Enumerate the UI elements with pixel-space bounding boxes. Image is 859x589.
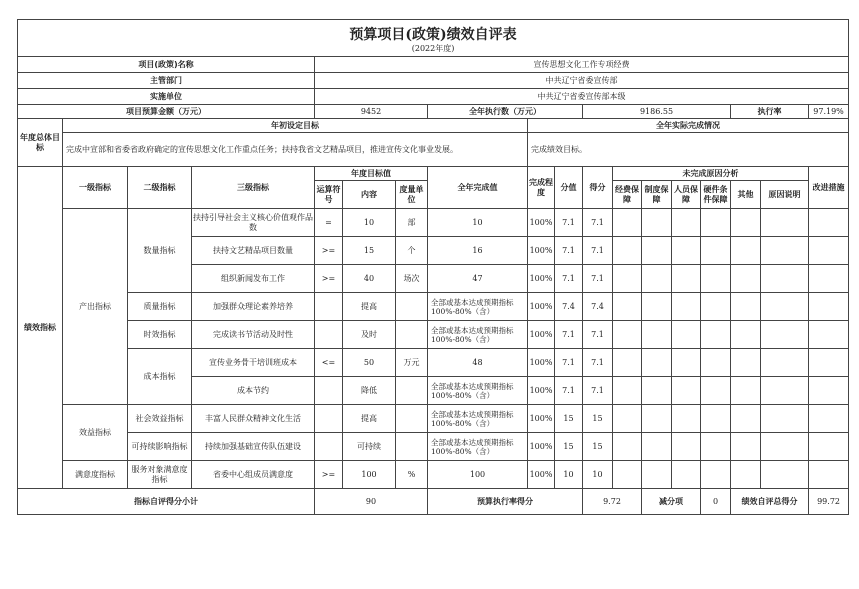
empty-cell — [613, 433, 642, 461]
score-value-cell: 7.1 — [555, 321, 583, 349]
level1-satisfaction: 满意度指标 — [63, 461, 128, 489]
empty-cell — [672, 209, 701, 237]
actual-cell: 47 — [428, 265, 528, 293]
annual-goal-label: 年度总体目标 — [18, 119, 63, 167]
empty-cell — [642, 209, 672, 237]
empty-cell — [731, 209, 761, 237]
header-op: 运算符号 — [315, 181, 343, 209]
empty-cell — [761, 349, 809, 377]
empty-cell — [701, 293, 731, 321]
empty-cell — [731, 405, 761, 433]
empty-cell — [761, 433, 809, 461]
empty-cell — [809, 377, 849, 405]
level3-cell: 组织新闻发布工作 — [192, 265, 315, 293]
empty-cell — [613, 349, 642, 377]
op-cell — [315, 293, 343, 321]
subtotal-value: 90 — [315, 489, 428, 515]
exec-score-label: 预算执行率得分 — [428, 489, 583, 515]
degree-cell: 100% — [528, 405, 555, 433]
empty-cell — [761, 237, 809, 265]
header-improve: 改进措施 — [809, 167, 849, 209]
empty-cell — [809, 237, 849, 265]
actual-cell: 10 — [428, 209, 528, 237]
op-cell: >= — [315, 265, 343, 293]
empty-cell — [731, 293, 761, 321]
score-cell: 7.4 — [583, 293, 613, 321]
deduct-value: 0 — [701, 489, 731, 515]
empty-cell — [672, 461, 701, 489]
actual-goal-text: 完成绩效目标。 — [528, 133, 849, 167]
unit-cell — [396, 321, 428, 349]
empty-cell — [701, 349, 731, 377]
unit-cell: 万元 — [396, 349, 428, 377]
empty-cell — [672, 265, 701, 293]
actual-cell: 全部或基本达成预期指标100%-80%（含） — [428, 321, 528, 349]
empty-cell — [642, 237, 672, 265]
empty-cell — [701, 237, 731, 265]
degree-cell: 100% — [528, 209, 555, 237]
score-cell: 15 — [583, 405, 613, 433]
actual-cell: 全部或基本达成预期指标100%-80%（含） — [428, 433, 528, 461]
score-value-cell: 7.1 — [555, 377, 583, 405]
actual-cell: 全部或基本达成预期指标100%-80%（含） — [428, 405, 528, 433]
unit-value: 中共辽宁省委宣传部本级 — [315, 89, 849, 105]
score-cell: 7.1 — [583, 265, 613, 293]
footer-row — [18, 489, 849, 515]
score-value-cell: 7.1 — [555, 349, 583, 377]
empty-cell — [809, 349, 849, 377]
empty-cell — [761, 377, 809, 405]
actual-cell: 48 — [428, 349, 528, 377]
empty-cell — [701, 405, 731, 433]
op-cell: <= — [315, 349, 343, 377]
unit-label: 实施单位 — [18, 89, 315, 105]
empty-cell — [761, 461, 809, 489]
empty-cell — [809, 405, 849, 433]
empty-cell — [809, 293, 849, 321]
header-reason-system: 制度保障 — [642, 181, 672, 209]
score-cell: 15 — [583, 433, 613, 461]
empty-cell — [613, 293, 642, 321]
op-cell — [315, 321, 343, 349]
empty-cell — [809, 209, 849, 237]
empty-cell — [642, 461, 672, 489]
page-title: 预算项目(政策)绩效自评表 — [18, 20, 849, 45]
header-unit: 度量单位 — [396, 181, 428, 209]
actual-cell: 全部或基本达成预期指标100%-80%（含） — [428, 293, 528, 321]
initial-goal-text: 完成中宣部和省委省政府确定的宣传思想文化工作重点任务；扶持我省文艺精品项目，推进宣传文化事业发展。 — [63, 133, 528, 167]
dept-value: 中共辽宁省委宣传部 — [315, 73, 849, 89]
score-value-cell: 7.1 — [555, 237, 583, 265]
empty-cell — [761, 293, 809, 321]
level3-cell: 加强群众理论素养培养 — [192, 293, 315, 321]
level3-cell: 扶持文艺精品项目数量 — [192, 237, 315, 265]
level3-cell: 宣传业务骨干培训班成本 — [192, 349, 315, 377]
header-annual-target: 年度目标值 — [315, 167, 428, 181]
content-cell: 10 — [343, 209, 396, 237]
header-reason-note: 原因说明 — [761, 181, 809, 209]
executed-value: 9186.55 — [583, 105, 731, 119]
content-cell: 40 — [343, 265, 396, 293]
level2-cost: 成本指标 — [128, 349, 192, 405]
project-name-label: 项目(政策)名称 — [18, 57, 315, 73]
empty-cell — [731, 265, 761, 293]
unit-cell: 部 — [396, 209, 428, 237]
table-row — [18, 461, 849, 489]
op-cell — [315, 377, 343, 405]
rate-value: 97.19% — [809, 105, 849, 119]
level3-cell: 扶持引导社会主义核心价值观作品数 — [192, 209, 315, 237]
empty-cell — [613, 265, 642, 293]
content-cell: 及时 — [343, 321, 396, 349]
exec-score-value: 9.72 — [583, 489, 642, 515]
unit-cell — [396, 293, 428, 321]
empty-cell — [809, 265, 849, 293]
table-row — [18, 349, 849, 377]
empty-cell — [672, 237, 701, 265]
total-label: 绩效自评总得分 — [731, 489, 809, 515]
empty-cell — [642, 349, 672, 377]
header-actual: 全年完成值 — [428, 167, 528, 209]
degree-cell: 100% — [528, 461, 555, 489]
score-value-cell: 7.4 — [555, 293, 583, 321]
header-reason-other: 其他 — [731, 181, 761, 209]
unit-cell — [396, 405, 428, 433]
empty-cell — [761, 209, 809, 237]
evaluation-table — [17, 19, 849, 515]
degree-cell: 100% — [528, 293, 555, 321]
score-value-cell: 10 — [555, 461, 583, 489]
score-value-cell: 15 — [555, 433, 583, 461]
level2-time: 时效指标 — [128, 321, 192, 349]
level1-output: 产出指标 — [63, 209, 128, 405]
score-cell: 7.1 — [583, 349, 613, 377]
rate-label: 执行率 — [731, 105, 809, 119]
empty-cell — [613, 321, 642, 349]
empty-cell — [613, 405, 642, 433]
evaluation-form — [17, 19, 848, 515]
op-cell: >= — [315, 237, 343, 265]
unit-cell — [396, 377, 428, 405]
level3-cell: 成本节约 — [192, 377, 315, 405]
empty-cell — [731, 377, 761, 405]
content-cell: 可持续 — [343, 433, 396, 461]
unit-cell: 场次 — [396, 265, 428, 293]
table-row — [18, 321, 849, 349]
score-cell: 7.1 — [583, 377, 613, 405]
level2-quantity: 数量指标 — [128, 209, 192, 293]
score-cell: 10 — [583, 461, 613, 489]
level1-effect: 效益指标 — [63, 405, 128, 461]
empty-cell — [613, 237, 642, 265]
level3-cell: 持续加强基础宣传队伍建设 — [192, 433, 315, 461]
empty-cell — [761, 321, 809, 349]
empty-cell — [642, 293, 672, 321]
header-score: 得分 — [583, 167, 613, 209]
table-row — [18, 405, 849, 433]
level2-sustain: 可持续影响指标 — [128, 433, 192, 461]
level2-service: 服务对象满意度指标 — [128, 461, 192, 489]
score-value-cell: 7.1 — [555, 209, 583, 237]
score-cell: 7.1 — [583, 321, 613, 349]
empty-cell — [672, 377, 701, 405]
degree-cell: 100% — [528, 237, 555, 265]
page-subtitle: (2022年度) — [18, 44, 849, 57]
empty-cell — [731, 461, 761, 489]
empty-cell — [672, 405, 701, 433]
perf-label: 绩效指标 — [18, 167, 63, 489]
actual-goal-header: 全年实际完成情况 — [528, 119, 849, 133]
dept-label: 主管部门 — [18, 73, 315, 89]
level3-cell: 省委中心组成员满意度 — [192, 461, 315, 489]
unit-cell — [396, 433, 428, 461]
empty-cell — [642, 321, 672, 349]
empty-cell — [731, 433, 761, 461]
empty-cell — [701, 461, 731, 489]
header-reason-funding: 经费保障 — [613, 181, 642, 209]
table-row — [18, 293, 849, 321]
content-cell: 提高 — [343, 405, 396, 433]
unit-cell: 个 — [396, 237, 428, 265]
score-cell: 7.1 — [583, 209, 613, 237]
degree-cell: 100% — [528, 349, 555, 377]
executed-label: 全年执行数（万元） — [428, 105, 583, 119]
header-level2: 二级指标 — [128, 167, 192, 209]
empty-cell — [672, 349, 701, 377]
empty-cell — [672, 433, 701, 461]
op-cell — [315, 405, 343, 433]
empty-cell — [731, 349, 761, 377]
budget-label: 项目预算金额（万元） — [18, 105, 315, 119]
empty-cell — [613, 461, 642, 489]
empty-cell — [701, 321, 731, 349]
empty-cell — [809, 461, 849, 489]
content-cell: 50 — [343, 349, 396, 377]
header-reason-hardware: 硬件条件保障 — [701, 181, 731, 209]
empty-cell — [809, 321, 849, 349]
actual-cell: 100 — [428, 461, 528, 489]
empty-cell — [672, 293, 701, 321]
op-cell: = — [315, 209, 343, 237]
degree-cell: 100% — [528, 265, 555, 293]
content-cell: 15 — [343, 237, 396, 265]
degree-cell: 100% — [528, 377, 555, 405]
budget-value: 9452 — [315, 105, 428, 119]
empty-cell — [701, 265, 731, 293]
level3-cell: 完成读书节活动及时性 — [192, 321, 315, 349]
level3-cell: 丰富人民群众精神文化生活 — [192, 405, 315, 433]
score-cell: 7.1 — [583, 237, 613, 265]
subtotal-label: 指标自评得分小计 — [18, 489, 315, 515]
degree-cell: 100% — [528, 321, 555, 349]
empty-cell — [701, 433, 731, 461]
table-row — [18, 209, 849, 237]
empty-cell — [642, 377, 672, 405]
empty-cell — [761, 405, 809, 433]
empty-cell — [731, 237, 761, 265]
header-score-value: 分值 — [555, 167, 583, 209]
unit-cell: % — [396, 461, 428, 489]
content-cell: 提高 — [343, 293, 396, 321]
header-reasons: 未完成原因分析 — [613, 167, 809, 181]
header-reason-staff: 人员保障 — [672, 181, 701, 209]
empty-cell — [809, 433, 849, 461]
header-content: 内容 — [343, 181, 396, 209]
actual-cell: 16 — [428, 237, 528, 265]
empty-cell — [613, 209, 642, 237]
score-value-cell: 7.1 — [555, 265, 583, 293]
empty-cell — [613, 377, 642, 405]
degree-cell: 100% — [528, 433, 555, 461]
empty-cell — [731, 321, 761, 349]
content-cell: 降低 — [343, 377, 396, 405]
empty-cell — [701, 377, 731, 405]
empty-cell — [642, 405, 672, 433]
project-name-value: 宣传思想文化工作专项经费 — [315, 57, 849, 73]
op-cell: >= — [315, 461, 343, 489]
empty-cell — [642, 265, 672, 293]
empty-cell — [672, 321, 701, 349]
actual-cell: 全部或基本达成预期指标100%-80%（含） — [428, 377, 528, 405]
level2-quality: 质量指标 — [128, 293, 192, 321]
initial-goal-header: 年初设定目标 — [63, 119, 528, 133]
op-cell — [315, 433, 343, 461]
empty-cell — [642, 433, 672, 461]
total-value: 99.72 — [809, 489, 849, 515]
header-level3: 三级指标 — [192, 167, 315, 209]
score-value-cell: 15 — [555, 405, 583, 433]
table-row — [18, 433, 849, 461]
header-level1: 一级指标 — [63, 167, 128, 209]
header-degree: 完成程度 — [528, 167, 555, 209]
empty-cell — [761, 265, 809, 293]
empty-cell — [701, 209, 731, 237]
content-cell: 100 — [343, 461, 396, 489]
deduct-label: 减分项 — [642, 489, 701, 515]
level2-social: 社会效益指标 — [128, 405, 192, 433]
